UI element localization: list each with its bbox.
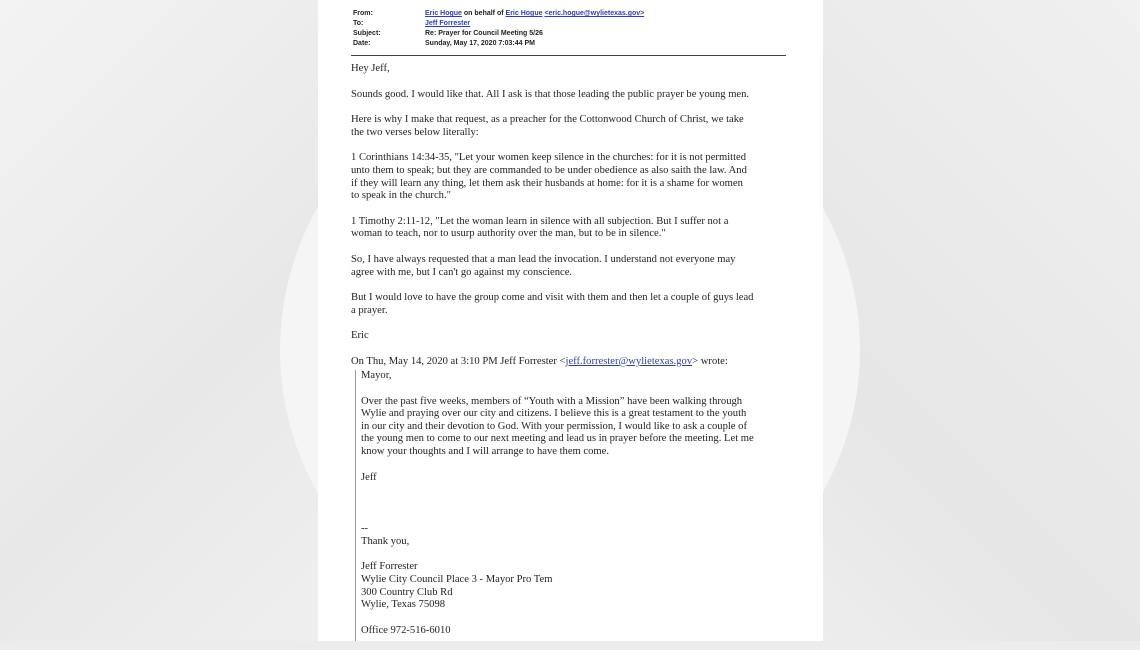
subject-value: Re: Prayer for Council Meeting 5/26 <box>425 30 543 37</box>
date-value: Sunday, May 17, 2020 7:03:44 PM <box>425 40 535 47</box>
paragraph-3-line: if they will learn any thing, let them ask their husbands at home: for it is a shame for women <box>351 177 743 189</box>
background-left <box>0 0 320 641</box>
paragraph-2 <box>351 114 791 139</box>
header-divider <box>351 55 786 56</box>
signature-office: Office 972-516-6010 <box>361 624 451 636</box>
paragraph-3-line: 1 Corinthians 14:34-35, "Let your women keep silence in the churches: for it is not permitted <box>351 152 747 164</box>
quoted-message <box>361 370 793 650</box>
quoted-body-line: the young men to come to our next meeting and lead us in prayer before the meeting. Let me <box>361 433 754 445</box>
signature-block <box>361 561 793 611</box>
to-label: To: <box>353 20 364 27</box>
to-value-link[interactable]: Jeff Forrester <box>425 20 471 27</box>
paragraph-5-line: So, I have always requested that a man lead the invocation. I understand not everyone may <box>351 253 736 265</box>
quoted-body-line: know your thoughts and I will arrange to have them come. <box>361 445 610 457</box>
paragraph-5-line: agree with me, but I can't go against my conscience. <box>351 266 573 278</box>
paragraph-3-line: unto them to speak; but they are commanded to be under obedience as also saith the law. And <box>351 164 747 176</box>
quoted-body <box>361 396 793 459</box>
quote-intro-email-link[interactable]: jeff.forrester@wylietexas.gov <box>565 355 693 367</box>
quote-intro-suffix: > wrote: <box>692 355 728 367</box>
reply-body <box>351 63 791 369</box>
paragraph-6-line: a prayer. <box>351 304 388 316</box>
quoted-salutation: Mayor, <box>361 370 392 381</box>
quoted-body-line: Wylie and praying over our city and citizens. I believe this is a great testament to the youth <box>361 408 747 420</box>
paragraph-4 <box>351 216 791 241</box>
date-row <box>353 39 644 49</box>
date-label: Date: <box>353 40 371 47</box>
quote-bar <box>355 370 356 641</box>
quoted-body-line: in our city and their devotion to God. With your permission, I would like to ask a couple of <box>361 420 747 432</box>
spacer <box>361 497 793 523</box>
to-row <box>353 19 644 29</box>
greeting: Hey Jeff, <box>351 63 390 74</box>
from-row <box>353 9 644 19</box>
subject-label: Subject: <box>353 30 381 37</box>
quoted-signoff: Jeff <box>361 471 377 483</box>
paragraph-2-line: Here is why I make that request, as a preacher for the Cottonwood Church of Christ, we take <box>351 114 744 126</box>
from-label: From: <box>353 10 373 17</box>
paragraph-1: Sounds good. I would like that. All I ask is that those leading the public prayer be young men. <box>351 88 750 100</box>
paragraph-3-line: to speak in the church." <box>351 190 451 202</box>
paragraph-4-line: 1 Timothy 2:11-12, "Let the woman learn in silence with all subjection. But I suffer not a <box>351 215 729 227</box>
reply-signoff: Eric <box>351 330 369 342</box>
paragraph-6-line: But I would love to have the group come and visit with them and then let a couple of guys lead <box>351 292 754 304</box>
paragraph-6 <box>351 292 791 317</box>
signature-line: Wylie City Council Place 3 - Mayor Pro Tem <box>361 573 553 585</box>
quote-intro-prefix: On Thu, May 14, 2020 at 3:10 PM Jeff Forrester < <box>351 355 566 367</box>
subject-row <box>353 29 644 39</box>
signature-line: Wylie, Texas 75098 <box>361 599 446 611</box>
signature-thanks: Thank you, <box>361 535 410 547</box>
paragraph-5 <box>351 254 791 279</box>
signature-separator: -- <box>361 523 369 535</box>
paragraph-3 <box>351 152 791 202</box>
quoted-body-line: Over the past five weeks, members of “Youth with a Mission” have been walking through <box>361 395 743 407</box>
paragraph-2-line: the two verses below literally: <box>351 126 479 138</box>
signature-line: 300 Country Club Rd <box>361 586 453 598</box>
signature-line: Jeff Forrester <box>361 561 418 573</box>
email-printout <box>318 0 823 641</box>
paragraph-4-line: woman to teach, nor to usurp authority over the man, but to be in silence." <box>351 228 666 240</box>
from-name-link[interactable]: Eric Hogue <box>425 10 462 17</box>
background-right <box>822 0 1140 641</box>
email-header <box>353 9 644 49</box>
from-name-link-2[interactable]: Eric Hogue <box>505 10 543 17</box>
quote-intro <box>351 356 791 369</box>
from-behalf-text: on behalf of <box>463 10 504 17</box>
from-email-link[interactable]: <eric.hogue@wylietexas.gov> <box>544 10 645 17</box>
